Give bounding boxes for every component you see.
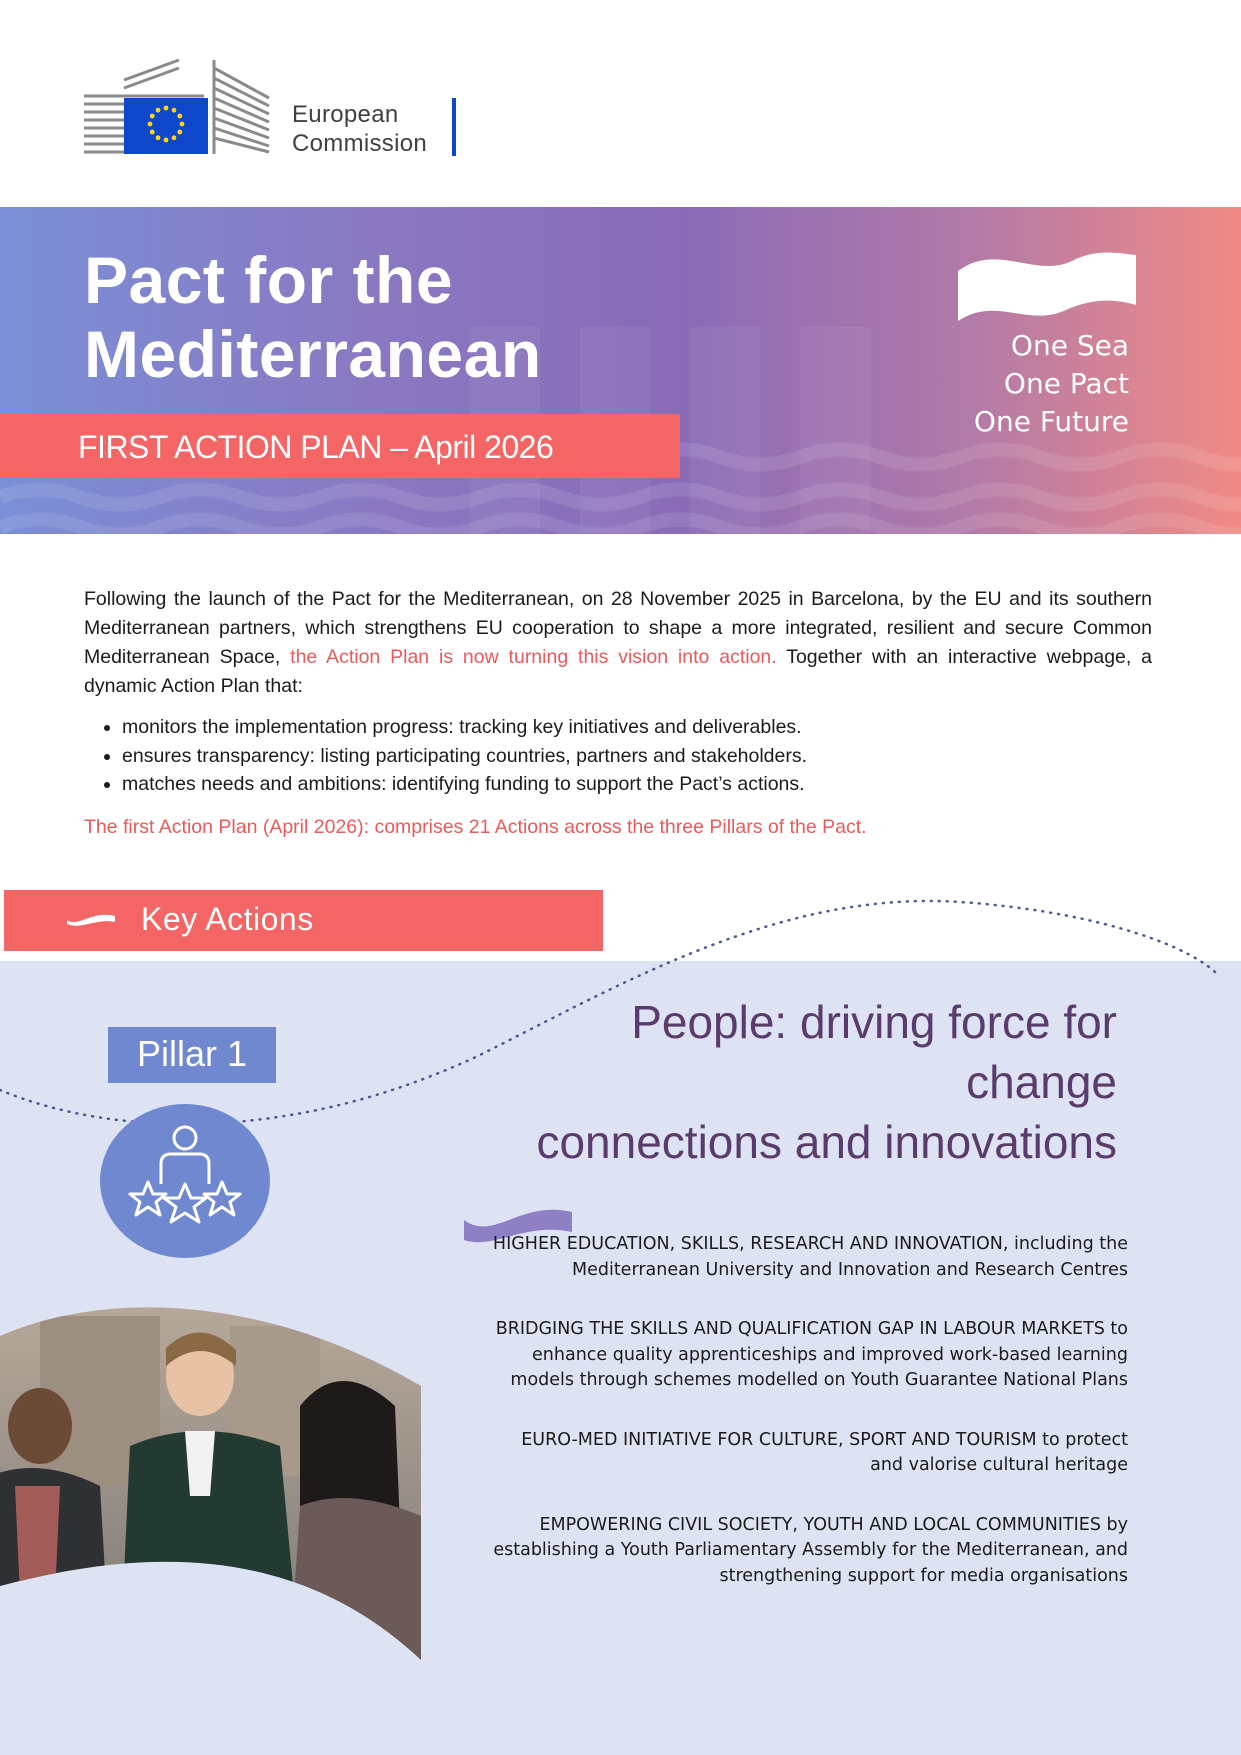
slogan-line-3: One Future: [973, 405, 1129, 438]
list-item: • matches needs and ambitions: identifying funding to support the Pact’s actions.: [122, 770, 1162, 799]
intro-text-after: Together with an interactive webpage, a dynamic Action Plan that:: [84, 646, 1152, 697]
wave-flag-icon: [958, 249, 1136, 329]
list-item: BRIDGING THE SKILLS AND QUALIFICATION GAP IN LABOUR MARKETS to enhance quality apprenticeships and improved work-based learning models through schemes modelled on Youth Guarantee National Plans: [495, 1319, 1128, 1390]
pillar-heading: [357, 992, 1117, 1172]
logo-line-1: European: [292, 101, 399, 128]
page-title-line-2: Mediterranean: [84, 317, 542, 391]
list-item: EURO-MED INITIATIVE FOR CULTURE, SPORT AND TOURISM to protect and valorise cultural heritage: [521, 1429, 1128, 1475]
pillar-label: Pillar 1: [136, 1033, 248, 1074]
intro-highlight: the Action Plan is now turning this vision into action.: [290, 646, 777, 668]
page-title-line-1: Pact for the: [84, 243, 454, 317]
slogan-line-1: One Sea: [1010, 329, 1129, 362]
slogan-line-2: One Pact: [1003, 367, 1129, 400]
slogan: [974, 327, 1129, 441]
pillar-heading-line-1: People: driving force for: [631, 996, 1117, 1048]
pillar-heading-line-3: connections and innovations: [536, 1116, 1117, 1168]
intro-note: The first Action Plan (April 2026): comprises 21 Actions across the three Pillars of the Pact.: [84, 816, 867, 838]
photo-young-people: [0, 1296, 421, 1660]
list-item: HIGHER EDUCATION, SKILLS, RESEARCH AND INNOVATION, including the Mediterranean University and Innovation and Research Centres: [492, 1234, 1128, 1280]
eu-flag-icon: [124, 98, 208, 154]
page-title: [84, 243, 542, 391]
logo-wordmark: [292, 100, 427, 158]
key-actions-label: Key Actions: [141, 901, 314, 937]
intro-paragraph: [84, 585, 1152, 701]
list-item: • monitors the implementation progress: tracking key initiatives and deliverables.: [122, 713, 1162, 742]
pillar-actions-list: [488, 1232, 1128, 1623]
person-stars-icon: [100, 1104, 270, 1258]
intro-bullet-list: [96, 713, 1162, 799]
swoosh-icon: [66, 908, 116, 930]
page-subtitle: FIRST ACTION PLAN – April 2026: [78, 429, 554, 465]
intro-text-before: Following the launch of the Pact for the Mediterranean, on 28 November 2025 in Barcelona, by the EU and its southern Mediterranean partners, which strengthens EU cooperation to shape a more integrated, resilient and secure Common Mediterranean Space,: [84, 588, 1152, 668]
logo-line-2: Commission: [292, 130, 428, 157]
logo-divider: [452, 98, 456, 156]
list-item: EMPOWERING CIVIL SOCIETY, YOUTH AND LOCAL COMMUNITIES by establishing a Youth Parliamentary Assembly for the Mediterranean, and strengthening support for media organisations: [493, 1514, 1128, 1586]
pillar-heading-line-2: change: [966, 1056, 1117, 1108]
hero-banner: [0, 207, 1241, 534]
list-item: • ensures transparency: listing participating countries, partners and stakeholders.: [122, 742, 1162, 771]
